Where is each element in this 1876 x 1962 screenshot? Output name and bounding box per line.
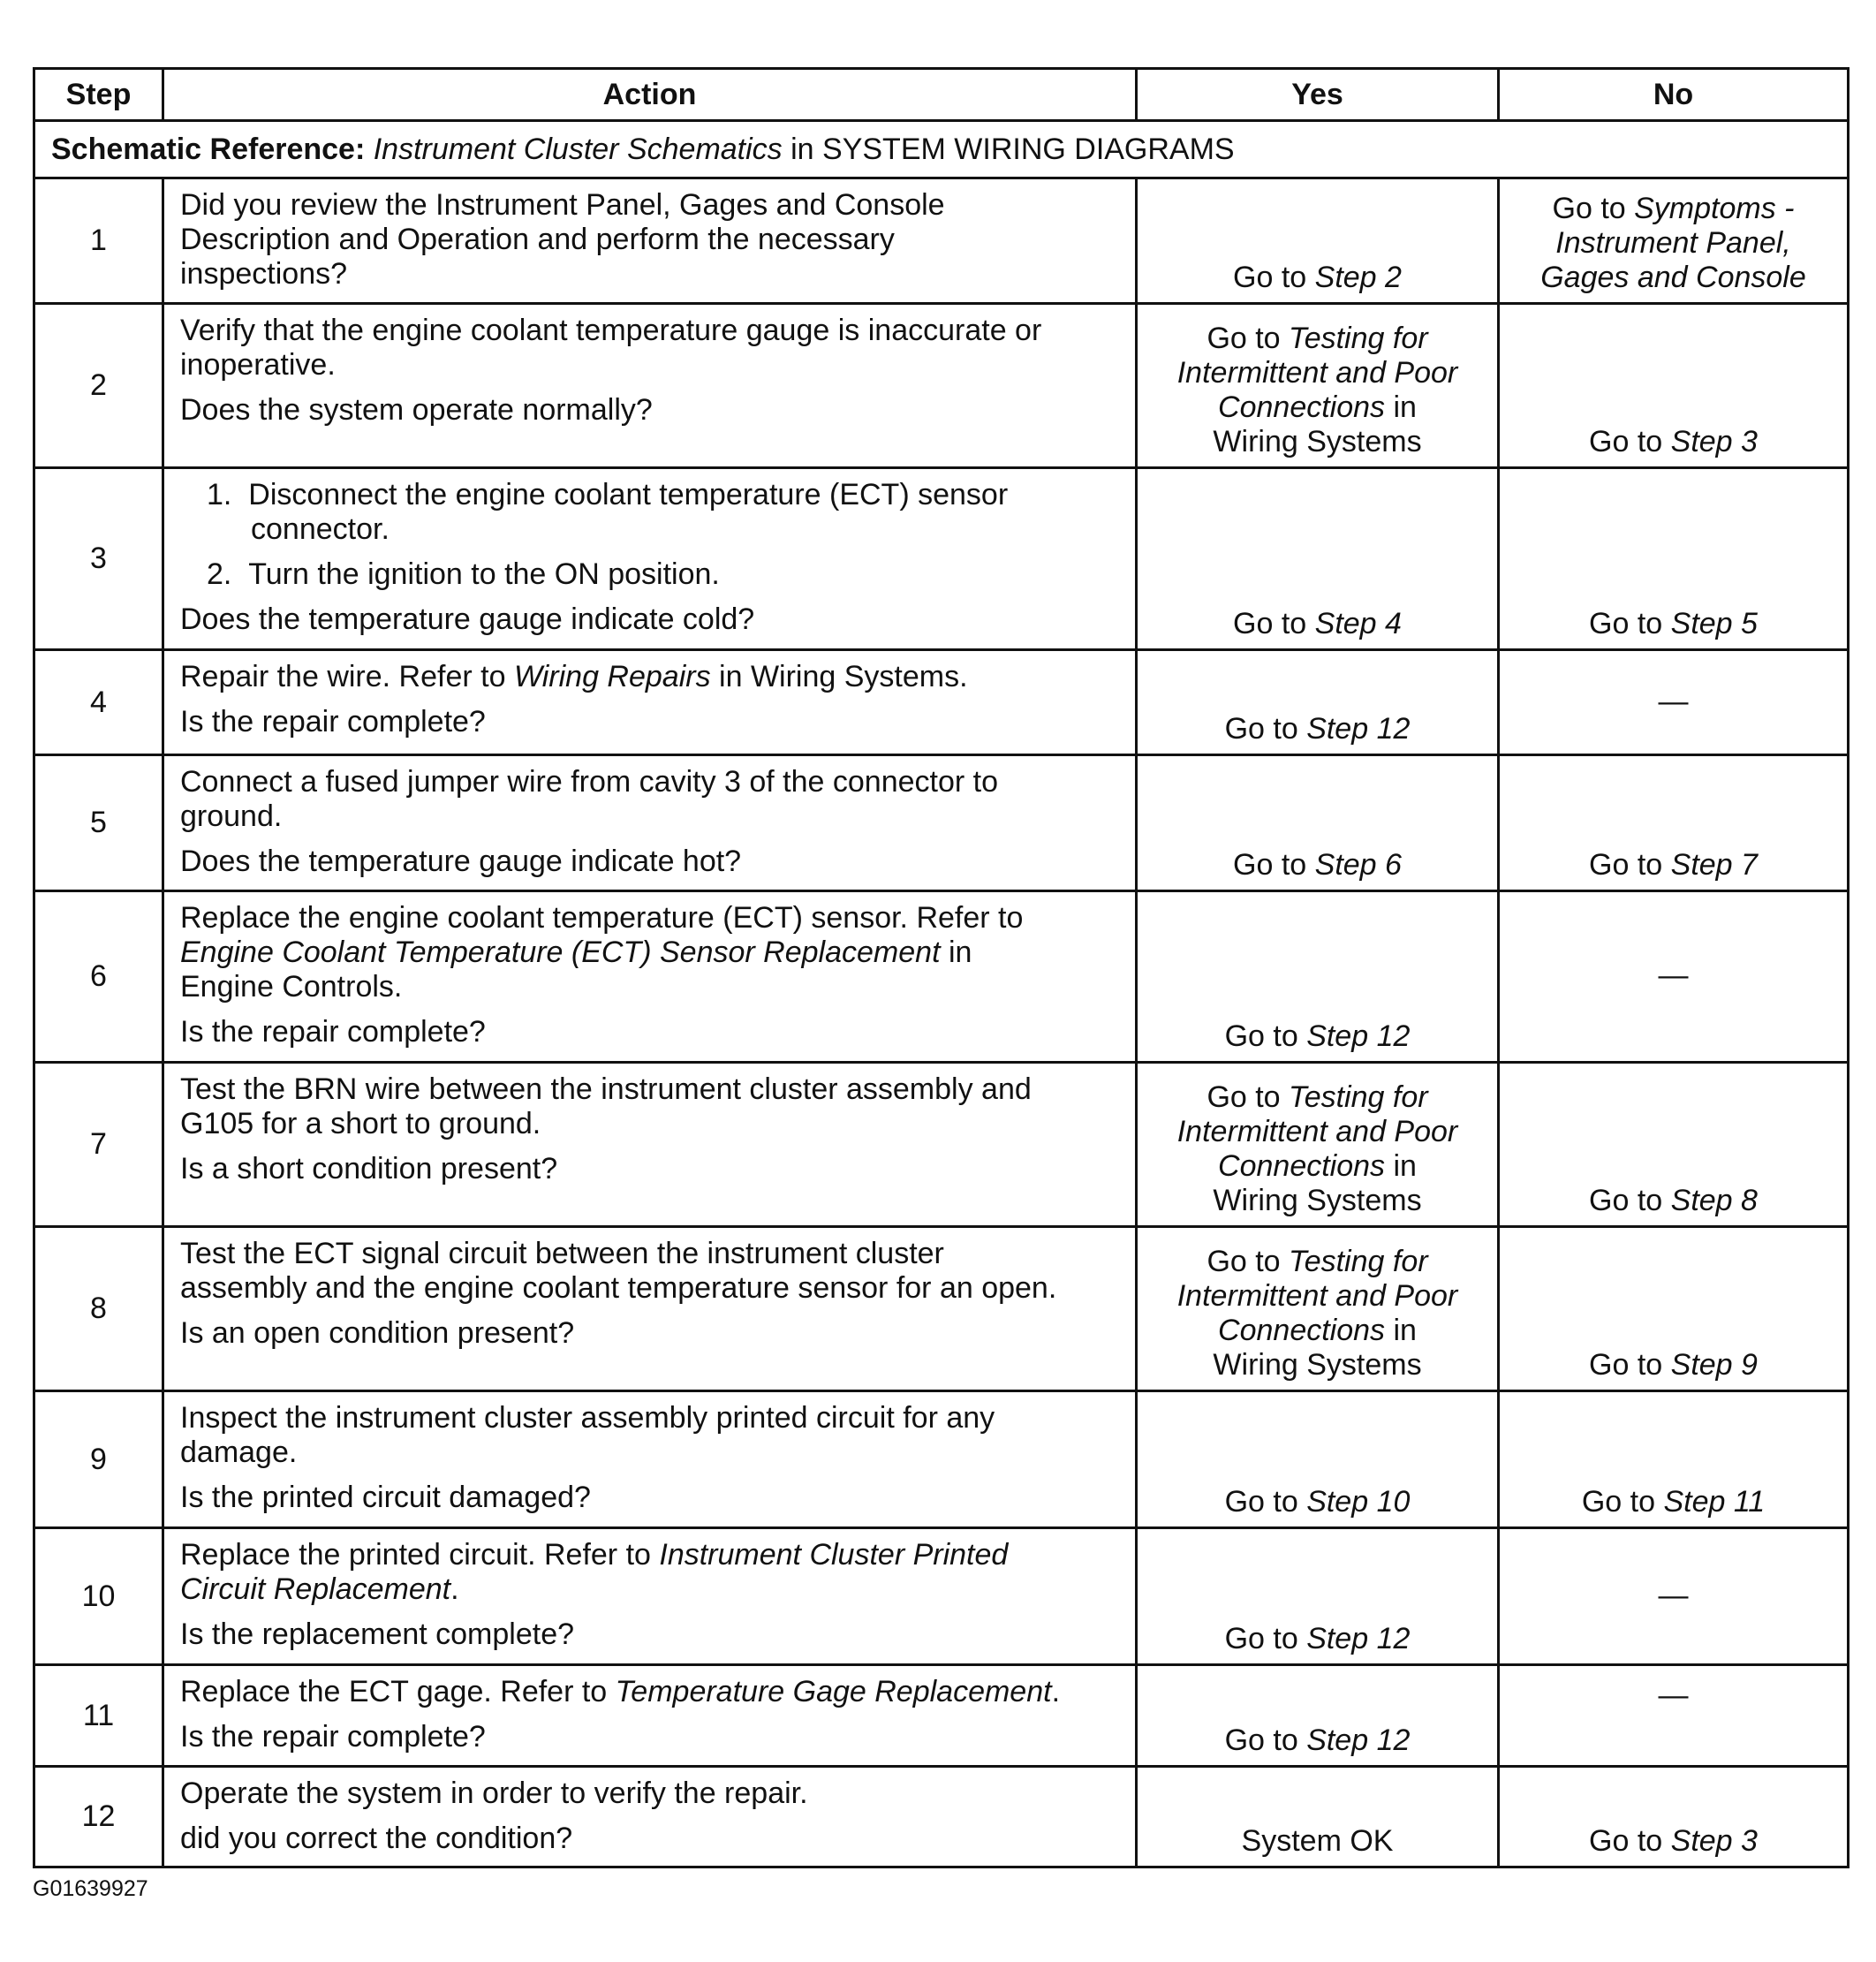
yes-text: in <box>1385 1314 1417 1347</box>
yes-cell <box>1137 1227 1499 1391</box>
no-text: Go to <box>1589 1184 1671 1217</box>
action-question: Is the replacement complete? <box>180 1617 575 1651</box>
action-cell: Replace the ECT gage. Refer to Temperature Gage Replacement. Is the repair complete? <box>163 1665 1137 1767</box>
schematic-reference-row <box>34 121 1849 178</box>
action-cell <box>163 1767 1137 1867</box>
no-text: Go to <box>1589 607 1671 640</box>
no-step-ref: Step 7 <box>1670 848 1758 882</box>
yes-cell <box>1137 755 1499 891</box>
action-cell <box>163 304 1137 468</box>
yes-text: Go to <box>1224 1723 1307 1757</box>
yes-cell <box>1137 1063 1499 1227</box>
no-cell <box>1499 1063 1849 1227</box>
yes-text: Go to <box>1207 1080 1290 1114</box>
diagnostic-table <box>33 67 1850 1868</box>
table-row <box>34 1528 1849 1665</box>
action-cell: Replace the engine coolant temperature (ECT) sensor. Refer to Engine Coolant Temperature (ECT) Sensor Replacement in Engine Controls. Is the repair complete? <box>163 891 1137 1063</box>
action-question: Does the temperature gauge indicate hot? <box>180 845 742 878</box>
action-line: Test the BRN wire between the instrument cluster assembly and <box>180 1072 1032 1106</box>
no-cell <box>1499 178 1849 304</box>
no-cell <box>1499 1391 1849 1528</box>
no-text: Go to <box>1589 425 1671 458</box>
header-no: No <box>1499 69 1849 121</box>
no-cell <box>1499 1767 1849 1867</box>
yes-ref: Testing for <box>1289 1245 1428 1278</box>
yes-cell <box>1137 1528 1499 1665</box>
yes-step-ref: Step 12 <box>1306 1622 1411 1655</box>
action-line: inoperative. <box>180 348 336 382</box>
yes-text: Go to <box>1207 1245 1290 1278</box>
header-action: Action <box>163 69 1137 121</box>
yes-cell <box>1137 1665 1499 1767</box>
no-cell <box>1499 304 1849 468</box>
action-cell <box>163 1227 1137 1391</box>
no-text: Go to <box>1589 1824 1671 1858</box>
no-step-ref: Step 3 <box>1670 1824 1758 1858</box>
no-step-ref: Step 3 <box>1670 425 1758 458</box>
yes-text: Go to <box>1224 712 1307 746</box>
step-number: 2 <box>34 304 163 468</box>
action-line: ground. <box>180 799 283 833</box>
yes-text: Wiring Systems <box>1213 1184 1422 1217</box>
action-question: Is an open condition present? <box>180 1316 575 1350</box>
action-question: Is the repair complete? <box>180 705 486 739</box>
action-cell <box>163 1391 1137 1528</box>
action-line: Operate the system in order to verify the repair. <box>180 1776 808 1810</box>
no-cell: — <box>1499 1528 1849 1665</box>
action-question: Does the system operate normally? <box>180 393 653 427</box>
yes-ref: Connections <box>1218 1149 1386 1183</box>
action-question: did you correct the condition? <box>180 1822 573 1855</box>
step-number: 12 <box>34 1767 163 1867</box>
no-step-ref: Step 5 <box>1670 607 1758 640</box>
action-question: Is the printed circuit damaged? <box>180 1481 591 1514</box>
action-ref: Circuit Replacement <box>180 1572 451 1606</box>
schematic-reference <box>34 121 1849 178</box>
table-row <box>34 891 1849 1063</box>
yes-text: Go to <box>1233 261 1315 294</box>
action-line: Inspect the instrument cluster assembly printed circuit for any <box>180 1401 995 1435</box>
yes-ref: Intermittent and Poor <box>1176 1279 1458 1313</box>
schematic-label: Schematic Reference: <box>51 132 366 166</box>
action-list-item: 1. Disconnect the engine coolant temperature (ECT) sensor connector. <box>207 478 1009 546</box>
action-ref: Temperature Gage Replacement <box>615 1675 1052 1708</box>
action-ref: Instrument Cluster Printed <box>659 1538 1009 1572</box>
yes-text: in <box>1385 390 1417 424</box>
yes-step-ref: Step 2 <box>1314 261 1402 294</box>
no-text: Go to <box>1589 1348 1671 1382</box>
table-row <box>34 1391 1849 1528</box>
step-number: 4 <box>34 650 163 755</box>
yes-step-ref: Step 10 <box>1306 1485 1411 1519</box>
yes-text: Go to <box>1207 322 1290 355</box>
no-ref: Symptoms - <box>1634 192 1795 225</box>
action-line: Description and Operation and perform the necessary <box>180 223 895 256</box>
table-row <box>34 755 1849 891</box>
step-number: 6 <box>34 891 163 1063</box>
step-number: 11 <box>34 1665 163 1767</box>
action-question: Is the repair complete? <box>180 1720 486 1754</box>
yes-cell <box>1137 650 1499 755</box>
yes-ref: Testing for <box>1289 322 1428 355</box>
table-row <box>34 468 1849 650</box>
yes-cell: System OK <box>1137 1767 1499 1867</box>
yes-text: in <box>1385 1149 1417 1183</box>
step-number: 1 <box>34 178 163 304</box>
header-row <box>34 69 1849 121</box>
table-row <box>34 1767 1849 1867</box>
yes-ref: Connections <box>1218 390 1386 424</box>
no-cell <box>1499 1227 1849 1391</box>
table-row <box>34 304 1849 468</box>
action-cell <box>163 755 1137 891</box>
action-cell: Replace the printed circuit. Refer to Instrument Cluster Printed Circuit Replacement. Is the replacement complete? <box>163 1528 1137 1665</box>
yes-ref: Intermittent and Poor <box>1176 1115 1458 1148</box>
no-text: Go to <box>1552 192 1635 225</box>
yes-text: Go to <box>1224 1019 1307 1053</box>
step-number: 8 <box>34 1227 163 1391</box>
no-step-ref: Step 11 <box>1663 1485 1766 1519</box>
yes-step-ref: Step 12 <box>1306 1723 1411 1757</box>
yes-cell <box>1137 1391 1499 1528</box>
action-list-item: 2. Turn the ignition to the ON position. <box>207 557 720 591</box>
table-row <box>34 178 1849 304</box>
step-number: 3 <box>34 468 163 650</box>
action-line: Connect a fused jumper wire from cavity 3 of the connector to <box>180 765 999 799</box>
action-line: damage. <box>180 1436 298 1469</box>
yes-text: Go to <box>1233 848 1315 882</box>
action-line: Engine Controls. <box>180 970 403 1004</box>
header-step: Step <box>34 69 163 121</box>
yes-cell <box>1137 891 1499 1063</box>
no-step-ref: Step 8 <box>1670 1184 1758 1217</box>
step-number: 10 <box>34 1528 163 1665</box>
action-question: Is the repair complete? <box>180 1015 486 1049</box>
figure-code: G01639927 <box>33 1876 148 1901</box>
yes-step-ref: Step 12 <box>1306 712 1411 746</box>
action-cell <box>163 178 1137 304</box>
yes-step-ref: Step 12 <box>1306 1019 1411 1053</box>
no-cell: — <box>1499 1665 1849 1767</box>
no-cell: — <box>1499 891 1849 1063</box>
yes-step-ref: Step 4 <box>1314 607 1402 640</box>
yes-cell <box>1137 178 1499 304</box>
no-cell: — <box>1499 650 1849 755</box>
action-ref: Engine Coolant Temperature (ECT) Sensor Replacement <box>180 936 941 969</box>
yes-text: Go to <box>1224 1485 1307 1519</box>
no-step-ref: Step 9 <box>1670 1348 1758 1382</box>
table-row <box>34 1665 1849 1767</box>
yes-text: Go to <box>1224 1622 1307 1655</box>
schematic-link: Instrument Cluster Schematics <box>373 132 783 166</box>
action-question: Does the temperature gauge indicate cold? <box>180 602 755 636</box>
action-line: assembly and the engine coolant temperature sensor for an open. <box>180 1271 1057 1305</box>
no-ref: Gages and Console <box>1540 261 1806 294</box>
yes-ref: Testing for <box>1289 1080 1428 1114</box>
yes-text: Wiring Systems <box>1213 1348 1422 1382</box>
action-line: inspections? <box>180 257 348 291</box>
action-ref: Wiring Repairs <box>513 660 711 693</box>
no-cell <box>1499 755 1849 891</box>
no-ref: Instrument Panel, <box>1555 226 1791 260</box>
step-number: 5 <box>34 755 163 891</box>
step-number: 9 <box>34 1391 163 1528</box>
table-row <box>34 1227 1849 1391</box>
yes-step-ref: Step 6 <box>1314 848 1402 882</box>
action-line: Verify that the engine coolant temperature gauge is inaccurate or <box>180 314 1042 347</box>
yes-ref: Connections <box>1218 1314 1386 1347</box>
yes-text: Go to <box>1233 607 1315 640</box>
table-row <box>34 650 1849 755</box>
action-line: Replace the engine coolant temperature (ECT) sensor. Refer to <box>180 901 1024 935</box>
header-yes: Yes <box>1137 69 1499 121</box>
action-cell: Repair the wire. Refer to Wiring Repairs in Wiring Systems. Is the repair complete? <box>163 650 1137 755</box>
action-cell <box>163 468 1137 650</box>
no-cell <box>1499 468 1849 650</box>
yes-cell <box>1137 468 1499 650</box>
schematic-suffix: in SYSTEM WIRING DIAGRAMS <box>782 132 1235 166</box>
action-cell <box>163 1063 1137 1227</box>
no-text: Go to <box>1589 848 1671 882</box>
no-text: Go to <box>1581 1485 1664 1519</box>
yes-cell <box>1137 304 1499 468</box>
action-line: G105 for a short to ground. <box>180 1107 541 1140</box>
action-line: Test the ECT signal circuit between the instrument cluster <box>180 1237 944 1270</box>
action-question: Is a short condition present? <box>180 1152 558 1186</box>
yes-ref: Intermittent and Poor <box>1176 356 1458 390</box>
yes-text: Wiring Systems <box>1213 425 1422 458</box>
step-number: 7 <box>34 1063 163 1227</box>
diagnostic-table-container <box>33 67 1847 1868</box>
action-line: Did you review the Instrument Panel, Gages and Console <box>180 188 945 222</box>
table-row <box>34 1063 1849 1227</box>
